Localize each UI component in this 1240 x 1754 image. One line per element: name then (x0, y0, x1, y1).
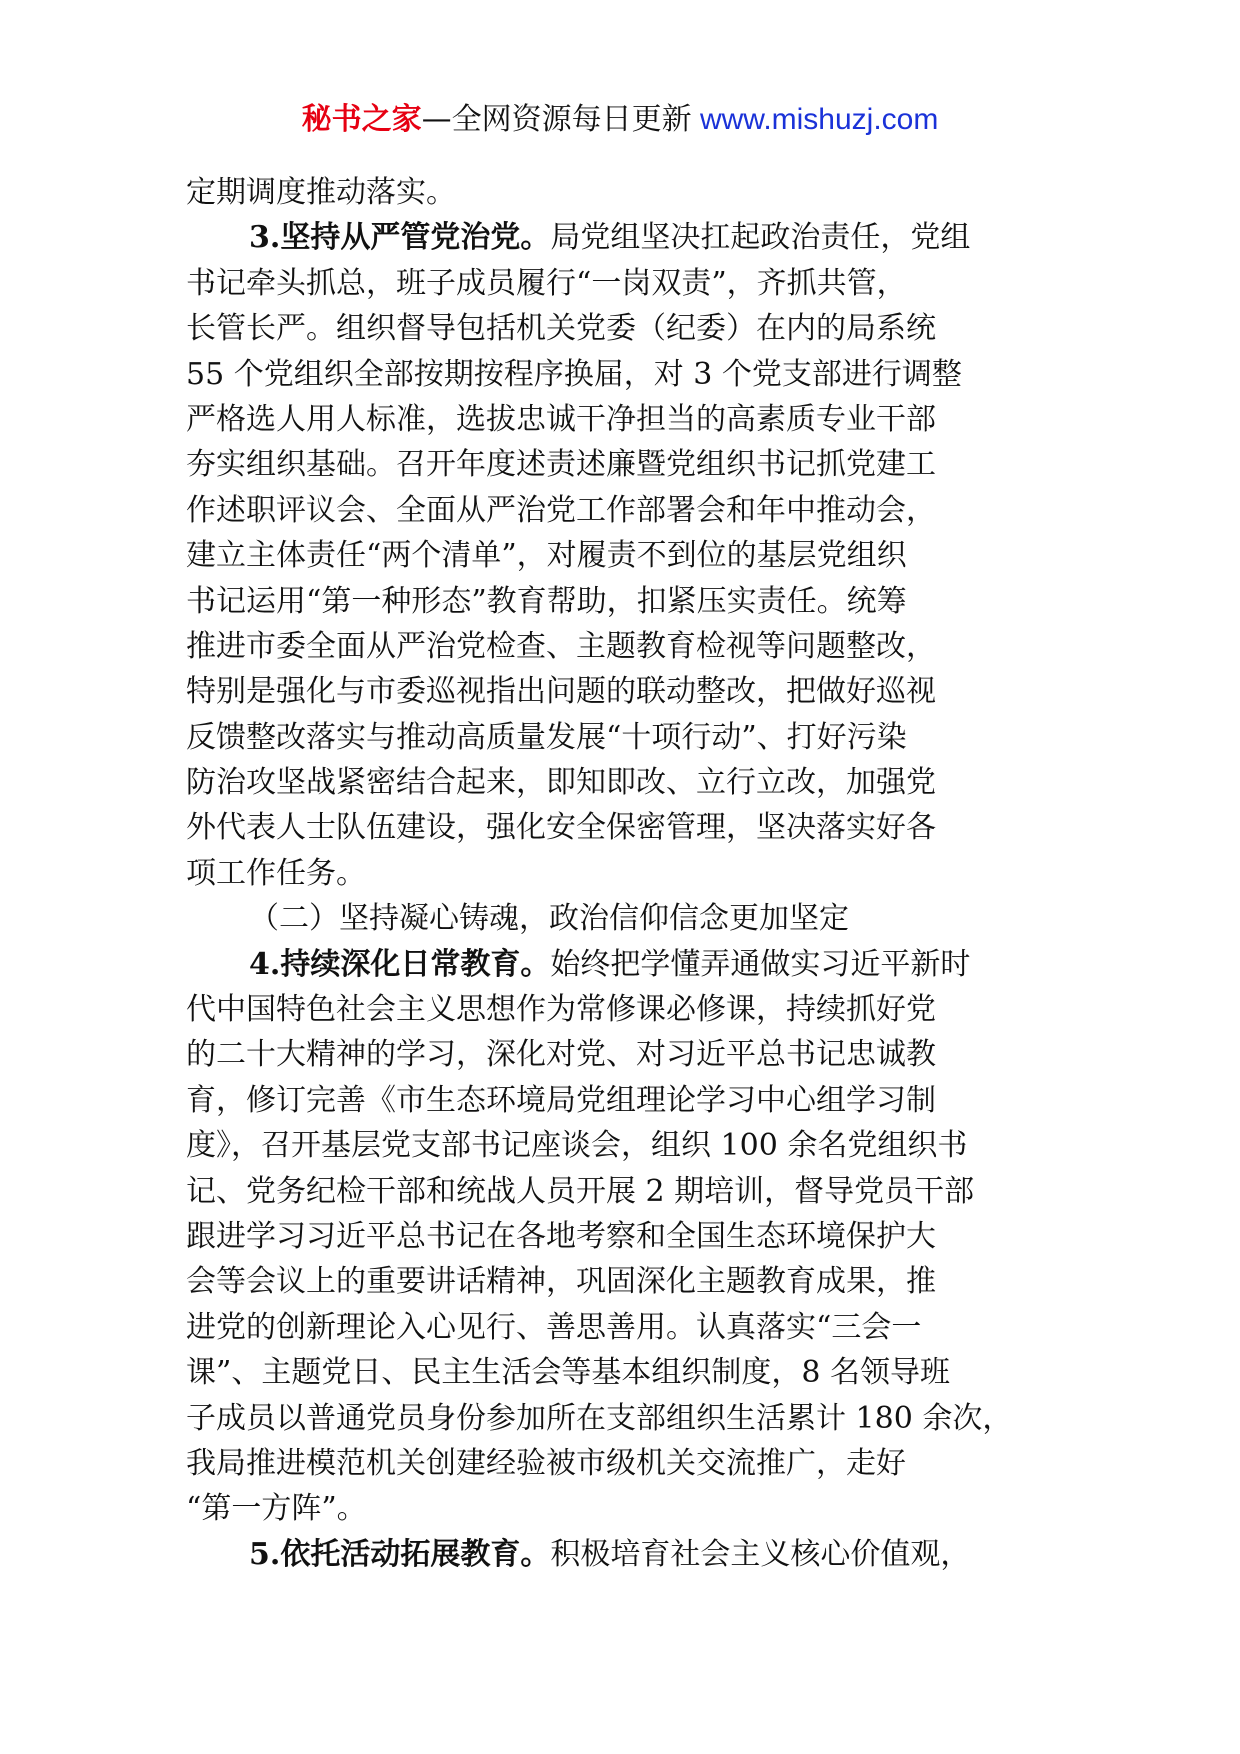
paragraph-line (186, 1214, 1056, 1259)
paragraph-line (186, 533, 1056, 578)
section-heading: 4.持续深化日常教育。 (249, 946, 551, 982)
paragraph-line (186, 1259, 1056, 1304)
paragraph-line (186, 306, 1056, 351)
line-text: 定期调度推动落实。 (186, 175, 456, 210)
line-text: 作述职评议会、全面从严治党工作部署会和年中推动会， (186, 492, 936, 528)
paragraph-line (186, 805, 1056, 850)
paragraph-line (186, 352, 1056, 397)
header-tagline: —全网资源每日更新 (421, 102, 692, 137)
paragraph-line (186, 1123, 1056, 1168)
line-text: 会等会议上的重要讲话精神，巩固深化主题教育成果，推 (186, 1264, 936, 1300)
line-text: （二）坚持凝心铸魂，政治信仰信念更加坚定 (249, 901, 849, 937)
paragraph-line (186, 851, 1056, 896)
paragraph-line (186, 760, 1056, 805)
paragraph-line (186, 215, 1056, 260)
paragraph-line (186, 1441, 1056, 1486)
paragraph-line (186, 1396, 1056, 1441)
paragraph-line (186, 942, 1056, 987)
line-text: 外代表人士队伍建设，强化安全保密管理，坚决落实好各 (186, 810, 936, 846)
line-text: 育，修订完善《市生态环境局党组理论学习中心组学习制 (186, 1082, 936, 1118)
line-text: 的二十大精神的学习，深化对党、对习近平总书记忠诚教 (186, 1037, 936, 1073)
line-text: 反馈整改落实与推动高质量发展“十项行动”、打好污染 (186, 719, 907, 755)
line-text: 严格选人用人标准，选拔忠诚干净担当的高素质专业干部 (186, 401, 936, 437)
section-heading: 5.依托活动拓展教育。 (249, 1536, 551, 1572)
line-text: 特别是强化与市委巡视指出问题的联动整改，把做好巡视 (186, 674, 936, 710)
brand-name: 秘书之家 (301, 102, 422, 137)
line-text: “第一方阵”。 (186, 1491, 367, 1527)
line-text: 推进市委全面从严治党检查、主题教育检视等问题整改， (186, 628, 936, 664)
paragraph-line (186, 1350, 1056, 1395)
line-text: 项工作任务。 (186, 855, 366, 891)
paragraph-line (186, 669, 1056, 714)
paragraph-line (186, 1078, 1056, 1123)
paragraph-line (186, 1486, 1056, 1531)
paragraph-line (186, 1305, 1056, 1350)
line-text: 进党的创新理论入心见行、善思善用。认真落实“三会一 (186, 1309, 922, 1345)
line-text: 长管长严。组织督导包括机关党委（纪委）在内的局系统 (186, 311, 936, 347)
line-text: 课”、主题党日、民主生活会等基本组织制度，8 名领导班 (186, 1355, 950, 1391)
line-text: 度》，召开基层党支部书记座谈会，组织 100 余名党组织书 (186, 1128, 968, 1164)
paragraph-line (186, 442, 1056, 487)
line-text: 建立主体责任“两个清单”，对履责不到位的基层党组织 (186, 538, 907, 574)
page-header (0, 100, 1240, 140)
line-text: 夯实组织基础。召开年度述责述廉暨党组织书记抓党建工 (186, 447, 936, 483)
line-text: 局党组坚决扛起政治责任，党组 (550, 220, 971, 256)
line-text: 书记运用“第一种形态”教育帮助，扣紧压实责任。统筹 (186, 583, 907, 619)
paragraph-line (186, 896, 1056, 941)
paragraph-line (186, 1532, 1056, 1577)
document-body (186, 170, 1056, 1577)
paragraph-line (186, 170, 1056, 215)
paragraph-line (186, 715, 1056, 760)
line-text: 书记牵头抓总，班子成员履行“一岗双责”，齐抓共管， (186, 265, 907, 301)
paragraph-line (186, 987, 1056, 1032)
section-heading: 3.坚持从严管党治党。 (249, 220, 551, 256)
line-text: 跟进学习习近平总书记在各地考察和全国生态环境保护大 (186, 1218, 936, 1254)
paragraph-line (186, 397, 1056, 442)
paragraph-line (186, 1169, 1056, 1214)
line-text: 积极培育社会主义核心价值观， (550, 1536, 971, 1572)
line-text: 我局推进模范机关创建经验被市级机关交流推广，走好 (186, 1445, 906, 1481)
paragraph-line (186, 1032, 1056, 1077)
line-text: 55 个党组织全部按期按程序换届，对 3 个党支部进行调整 (186, 356, 962, 392)
line-text: 记、党务纪检干部和统战人员开展 2 期培训，督导党员干部 (186, 1173, 975, 1209)
site-url-link[interactable]: www.mishuzj.com (691, 103, 939, 136)
paragraph-line (186, 624, 1056, 669)
paragraph-line (186, 488, 1056, 533)
paragraph-line (186, 261, 1056, 306)
paragraph-line (186, 579, 1056, 624)
line-text: 防治攻坚战紧密结合起来，即知即改、立行立改，加强党 (186, 765, 936, 801)
line-text: 代中国特色社会主义思想作为常修课必修课，持续抓好党 (186, 992, 936, 1028)
line-text: 子成员以普通党员身份参加所在支部组织生活累计 180 余次， (186, 1400, 1013, 1436)
line-text: 始终把学懂弄通做实习近平新时 (550, 946, 971, 982)
